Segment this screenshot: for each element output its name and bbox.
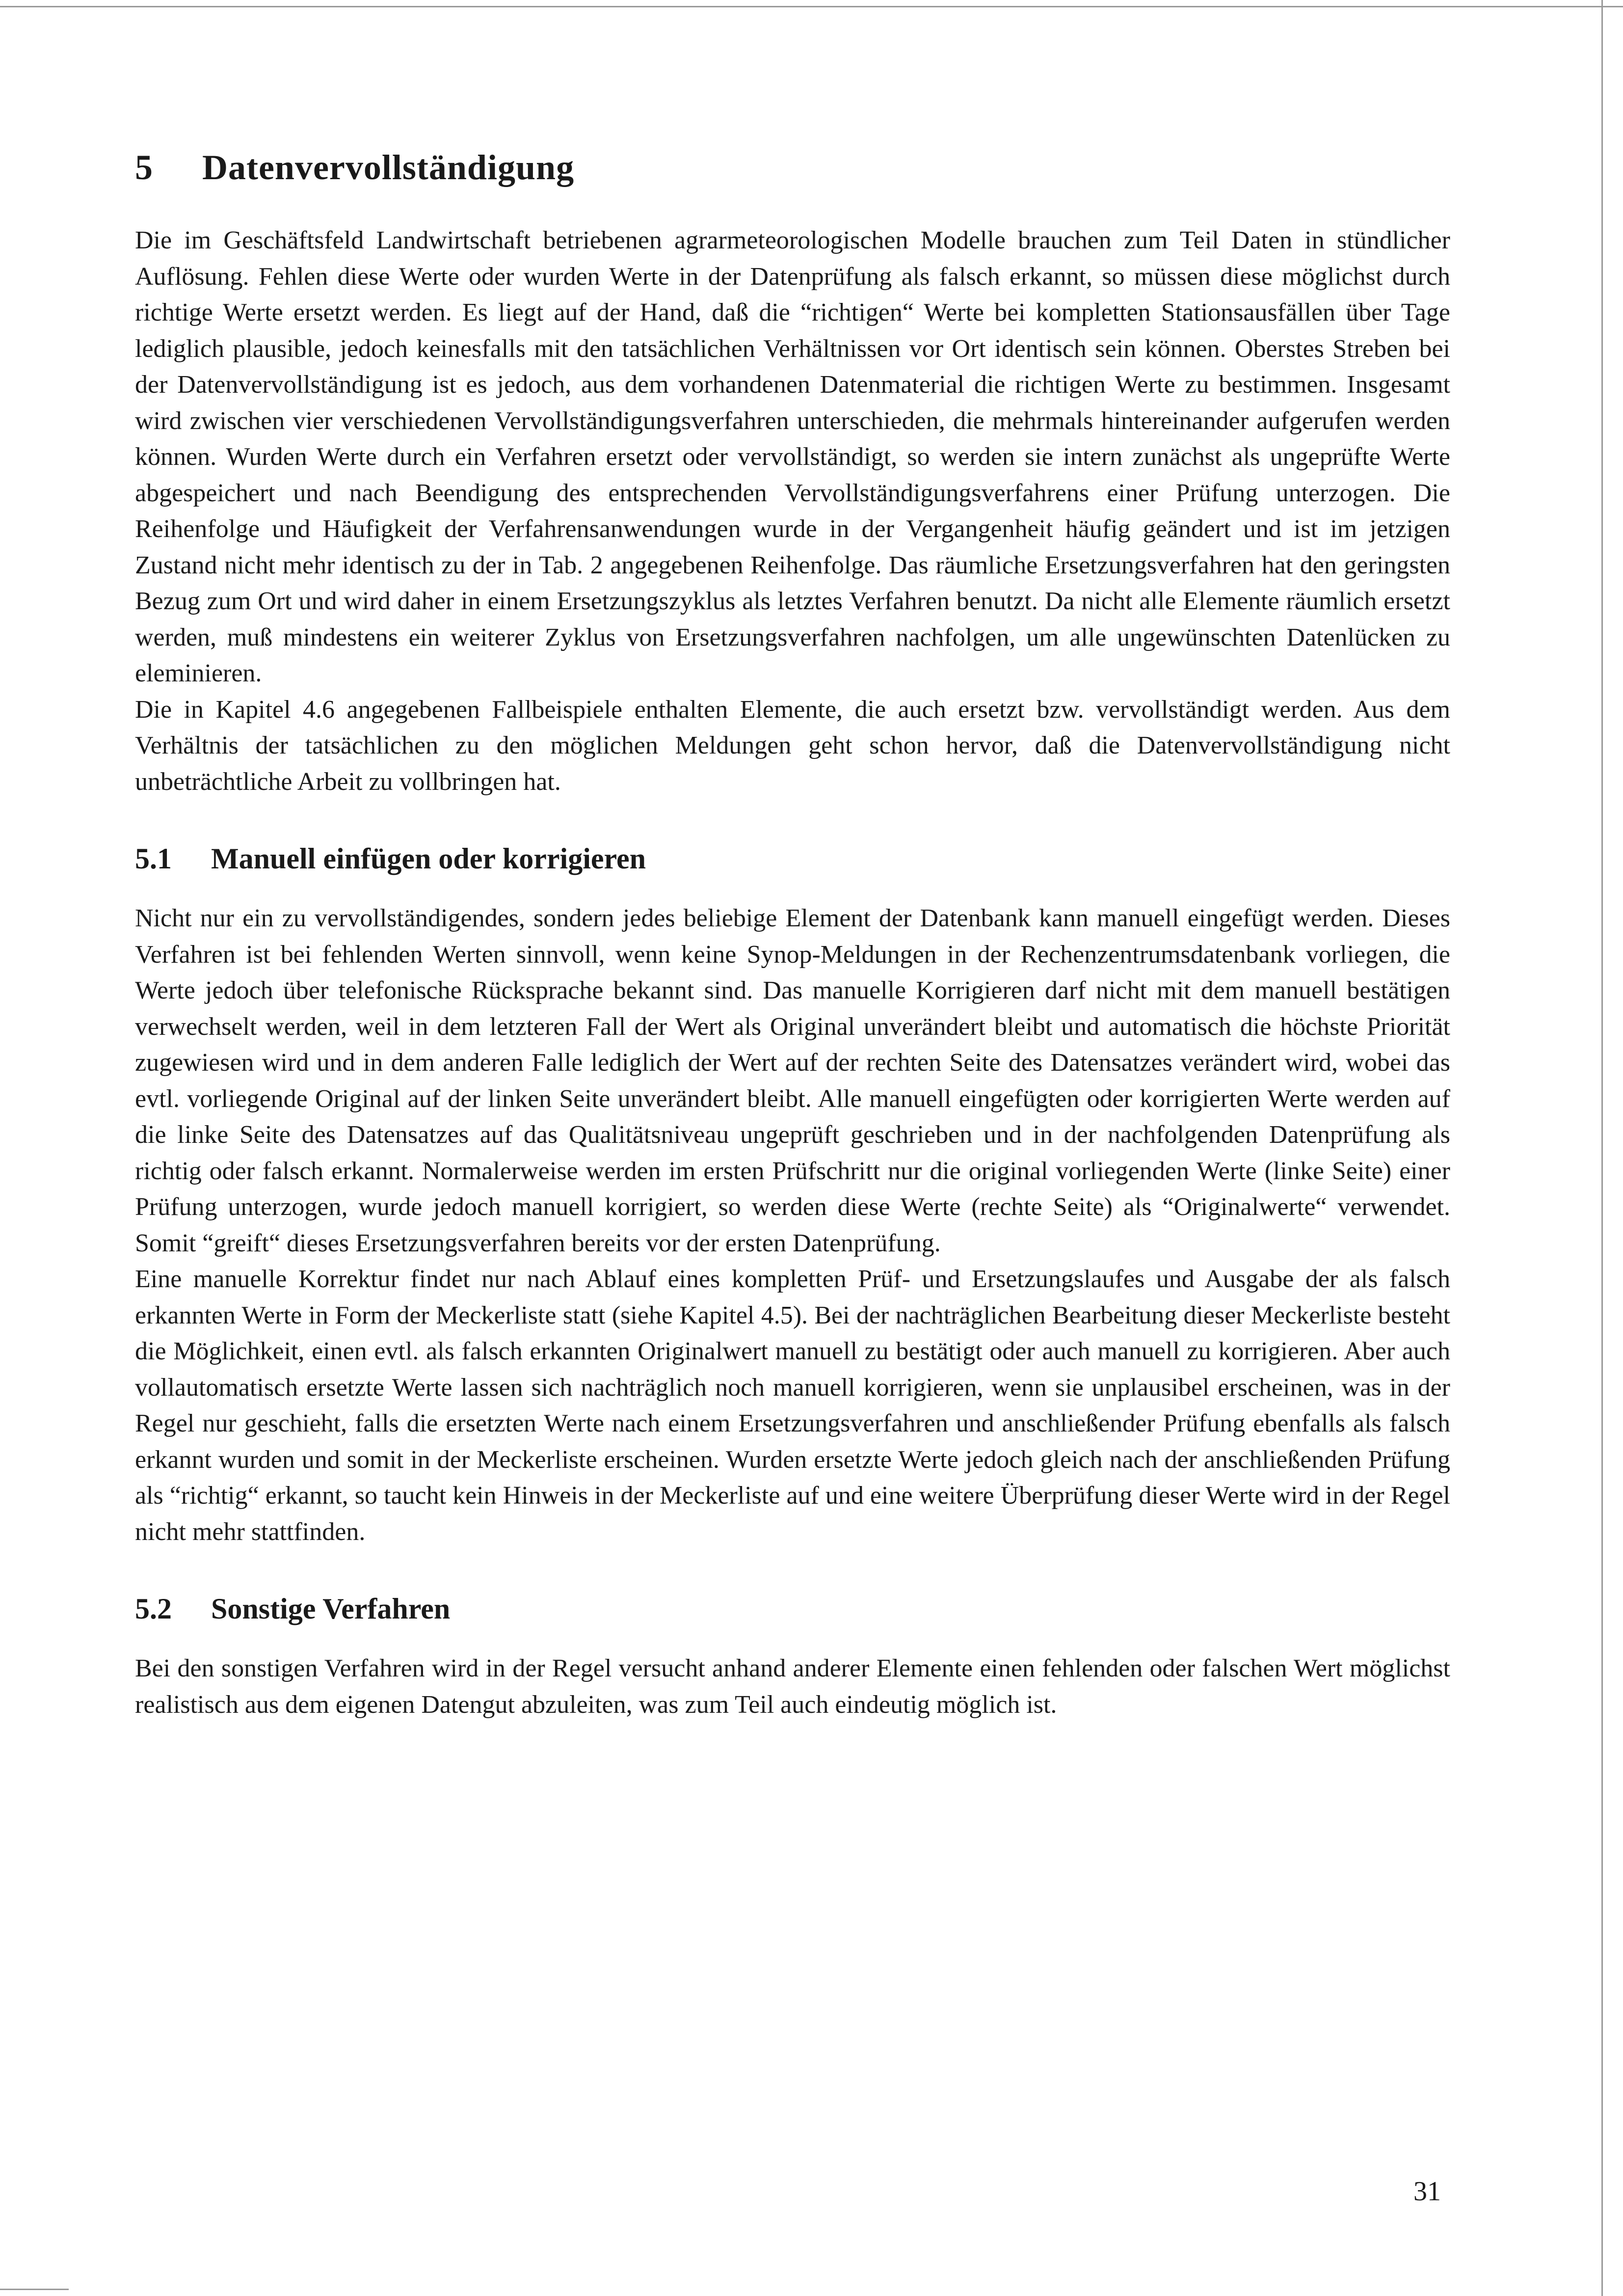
subsection-heading (135, 1592, 1450, 1626)
section-title: Datenvervollständigung (202, 148, 575, 187)
subsection-title: Manuell einfügen oder korrigieren (211, 842, 646, 875)
subsection-paragraph-1: Bei den sonstigen Verfahren wird in der Regel versucht anhand anderer Elemente einen fehlenden oder falschen Wert möglichst realistisch aus dem eigenen Datengut abzuleiten, was zum Teil auch eindeutig möglich ist. (135, 1654, 1450, 1719)
section-number: 5 (135, 148, 153, 187)
section-paragraph-2: Die in Kapitel 4.6 angegebenen Fallbeispiele enthalten Elemente, die auch ersetzt bzw. vervollständigt werden. Aus dem Verhältnis der tatsächlichen zu den möglichen Meldungen geht schon hervor, daß die Datenvervollständigung nicht unbeträchtliche Arbeit zu vollbringen hat. (135, 695, 1450, 796)
scan-edge-top (0, 6, 1623, 7)
page-number: 31 (1413, 2176, 1441, 2207)
section-heading (135, 147, 1450, 188)
section-paragraph-1: Die im Geschäftsfeld Landwirtschaft betriebenen agrarmeteorologischen Modelle brauchen zum Teil Daten in stündlicher Auflösung. Fehlen diese Werte oder wurden Werte in der Datenprüfung als falsch erkannt, so müssen diese möglichst durch richtige Werte ersetzt werden. Es liegt auf der Hand, daß die “richtigen“ Werte bei kompletten Stationsausfällen über Tage lediglich plausible, jedoch keinesfalls mit den tatsächlichen Verhältnissen vor Ort identisch sein können. Oberstes Streben bei der Datenvervollständigung ist es jedoch, aus dem vorhandenen Datenmaterial die richtigen Werte zu bestimmen. Insgesamt wird zwischen vier verschiedenen Vervollständigungsverfahren unterschieden, die mehrmals hintereinander aufgerufen werden können. Wurden Werte durch ein Verfahren ersetzt oder vervollständigt, so werden sie intern zunächst als ungeprüfte Werte abgespeichert und nach Beendigung des entsprechenden Vervollständigungsverfahrens einer Prüfung unterzogen. Die Reihenfolge und Häufigkeit der Verfahrensanwendungen wurde in der Vergangenheit häufig geändert und ist im jetzigen Zustand nicht mehr identisch zu der in Tab. 2 angegebenen Reihenfolge. Das räumliche Ersetzungsverfahren hat den geringsten Bezug zum Ort und wird daher in einem Ersetzungszyklus als letztes Verfahren benutzt. Da nicht alle Elemente räumlich ersetzt werden, muß mindestens ein weiterer Zyklus von Ersetzungsverfahren nachfolgen, um alle ungewünschten Datenlücken zu eleminieren. (135, 226, 1450, 687)
subsection-other (135, 1592, 1450, 1723)
scan-edge-right (1601, 0, 1603, 2296)
subsection-paragraph-1: Nicht nur ein zu vervollständigendes, sondern jedes beliebige Element der Datenbank kann manuell eingefügt werden. Dieses Verfahren ist bei fehlenden Werten sinnvoll, wenn keine Synop-Meldungen in der Rechenzentrumsdatenbank vorliegen, die Werte jedoch über telefonische Rücksprache bekannt sind. Das manuelle Korrigieren darf nicht mit dem manuell bestätigen verwechselt werden, weil in dem letzteren Fall der Wert als Original unverändert bleibt und automatisch die höchste Priorität zugewiesen wird und in dem anderen Falle lediglich der Wert auf der rechten Seite des Datensatzes verändert wird, wobei das evtl. vorliegende Original auf der linken Seite unverändert bleibt. Alle manuell eingefügten oder korrigierten Werte werden auf die linke Seite des Datensatzes auf das Qualitätsniveau ungeprüft geschrieben und in der nachfolgenden Datenprüfung als richtig oder falsch erkannt. Normalerweise werden im ersten Prüfschritt nur die original vorliegenden Werte (linke Seite) einer Prüfung unterzogen, wurde jedoch manuell korrigiert, so werden diese Werte (rechte Seite) als “Originalwerte“ verwendet. Somit “greift“ dieses Ersetzungsverfahren bereits vor der ersten Datenprüfung. (135, 904, 1450, 1257)
subsection-number: 5.2 (135, 1593, 172, 1625)
subsection-paragraph-2: Eine manuelle Korrektur findet nur nach Ablauf eines kompletten Prüf- und Ersetzungslaufes und Ausgabe der als falsch erkannten Werte in Form der Meckerliste statt (siehe Kapitel 4.5). Bei der nachträglichen Bearbeitung dieser Meckerliste besteht die Möglichkeit, einen evtl. als falsch erkannten Originalwert manuell zu bestätigt oder auch manuell zu korrigieren. Aber auch vollautomatisch ersetzte Werte lassen sich nachträglich noch manuell korrigieren, wenn sie unplausibel erscheinen, was in der Regel nur geschieht, falls die ersetzten Werte nach einem Ersetzungsverfahren und anschließender Prüfung ebenfalls als falsch erkannt wurden und somit in der Meckerliste erscheinen. Wurden ersetzte Werte jedoch gleich nach der anschließenden Prüfung als “richtig“ erkannt, so taucht kein Hinweis in der Meckerliste auf und eine weitere Überprüfung dieser Werte wird in der Regel nicht mehr stattfinden. (135, 1265, 1450, 1546)
subsection-heading (135, 842, 1450, 876)
subsection-title: Sonstige Verfahren (211, 1593, 451, 1625)
document-page (135, 147, 1450, 1723)
scan-edge-bottom (0, 2289, 69, 2290)
subsection-number: 5.1 (135, 842, 172, 875)
subsection-manual (135, 842, 1450, 1550)
